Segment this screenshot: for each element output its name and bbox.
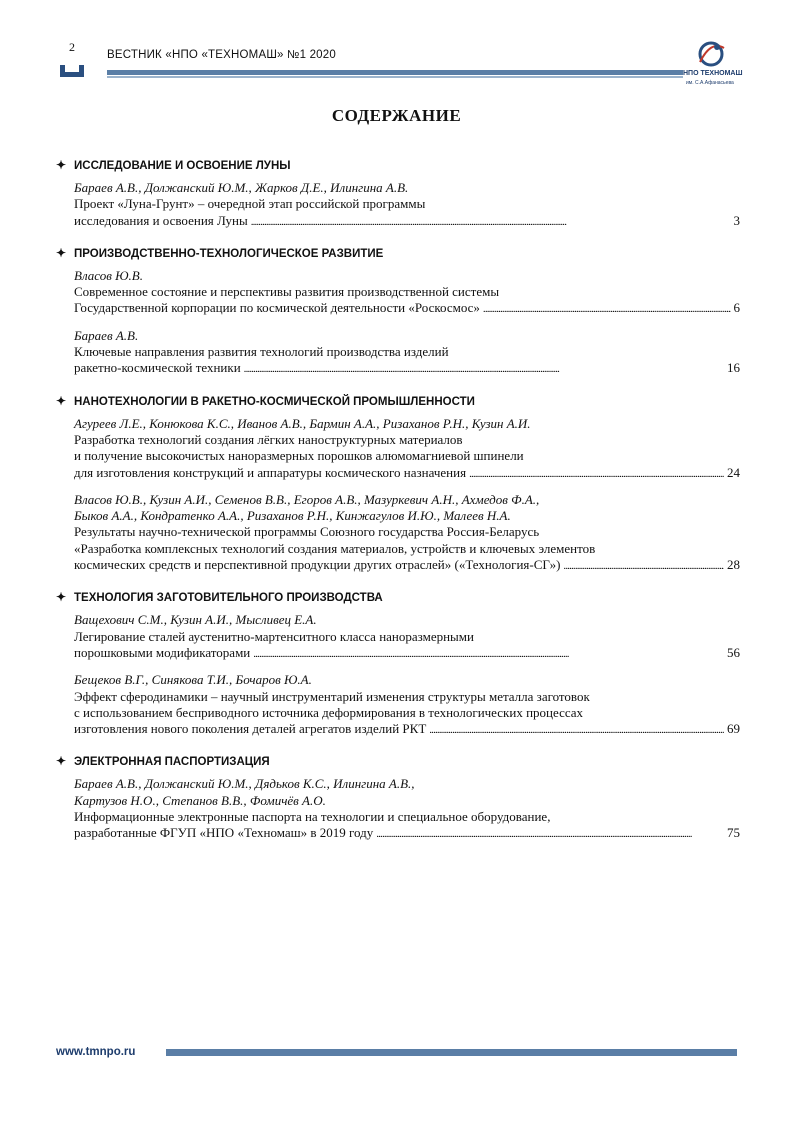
entry-title-line: Разработка технологий создания лёгких наноструктурных материалов [74, 431, 463, 447]
entry-authors: Бараев А.В., Должанский Ю.М., Жарков Д.Е., Илингина А.В. [74, 180, 409, 195]
page-ref[interactable]: 16 [727, 360, 740, 376]
entry-authors: Бараев А.В. [74, 327, 139, 343]
page-ref[interactable]: 69 [727, 721, 740, 737]
entry-last-line [74, 300, 740, 317]
entry-title-line: Эффект сферодинамики – научный инструментарий изменения структуры металла заготовок [74, 688, 590, 704]
dot-leader [563, 557, 724, 574]
entry-authors: Картузов Н.О., Степанов В.В., Фомичёв А.О. [74, 792, 326, 808]
toc-entry[interactable] [56, 180, 740, 230]
toc-section [56, 156, 740, 230]
toc-section [56, 392, 740, 575]
entry-authors: Ващехович С.М., Кузин А.И., Мысливец Е.А. [74, 612, 317, 628]
entry-title-line: ракетно-космической техники [74, 360, 241, 376]
toc-section [56, 752, 740, 842]
journal-mark-icon [59, 64, 85, 78]
section-heading [56, 392, 740, 410]
dot-leader [251, 213, 731, 230]
section-heading [56, 244, 740, 262]
dot-leader [253, 645, 724, 662]
entry-last-line [74, 360, 740, 377]
entry-last-line [74, 825, 740, 842]
toc-entry[interactable] [56, 776, 740, 842]
section-heading-text: ИССЛЕДОВАНИЕ И ОСВОЕНИЕ ЛУНЫ [74, 160, 291, 172]
star-bullet-icon: ✦ [56, 393, 67, 408]
entry-authors: Власов Ю.В. [74, 267, 143, 283]
entry-title-line: Ключевые направления развития технологий производства изделий [74, 344, 449, 360]
page-ref[interactable]: 75 [727, 825, 740, 841]
star-bullet-icon: ✦ [56, 590, 67, 605]
toc-entry[interactable] [56, 612, 740, 662]
entry-title-line: Современное состояние и перспективы развития производственной системы [74, 284, 500, 300]
section-heading [56, 752, 740, 770]
entry-title-line: для изготовления конструкций и аппаратуры космического назначения [74, 464, 467, 480]
table-of-contents [56, 156, 740, 857]
entry-title-line: исследования и освоения Луны [74, 212, 248, 228]
entry-last-line [74, 645, 740, 662]
entry-title-line: Проект «Луна-Грунт» – очередной этап российской программы [74, 196, 426, 212]
entry-title-line: изготовления нового поколения деталей агрегатов изделий РКТ [74, 721, 427, 737]
toc-entry[interactable] [56, 416, 740, 482]
star-bullet-icon: ✦ [56, 245, 67, 260]
toc-entry[interactable] [56, 328, 740, 378]
entry-title-line: Результаты научно-технической программы Союзного государства Россия-Беларусь [74, 524, 540, 540]
entry-title-line: разработанные ФГУП «НПО «Техномаш» в 2019 году [74, 825, 374, 841]
star-bullet-icon: ✦ [56, 158, 67, 172]
entry-authors: Бещеков В.Г., Синякова Т.И., Бочаров Ю.А. [74, 672, 312, 688]
entry-title-line: порошковыми модификаторами [74, 644, 251, 660]
entry-last-line [74, 721, 740, 738]
entry-title-line: с использованием беспривoдного источника деформирования в технологических процессах [74, 704, 584, 720]
toc-title: СОДЕРЖАНИЕ [331, 106, 462, 125]
entry-authors: Быков А.А., Кондратенко А.А., Ризаханов Р.Н., Кинжагулов И.Ю., Малеев Н.А. [74, 508, 511, 524]
toc-entry[interactable] [56, 492, 740, 574]
dot-leader [469, 465, 724, 482]
entry-last-line [74, 213, 740, 230]
toc-section [56, 244, 740, 378]
journal-title: ВЕСТНИК «НПО «ТЕХНОМАШ» №1 2020 [107, 49, 336, 61]
entry-authors: Бараев А.В., Должанский Ю.М., Дядьков К.С., Илингина А.В., [74, 776, 415, 792]
entry-title-line: Легирование сталей аустенитно-мартенситного класса наноразмерными [74, 628, 474, 644]
dot-leader [244, 360, 724, 377]
section-heading-text: ЭЛЕКТРОННАЯ ПАСПОРТИЗАЦИЯ [74, 756, 270, 769]
entry-authors: Агуреев Л.Е., Конюкова К.С., Иванов А.В., Бармин А.А., Ризаханов Р.Н., Кузин А.И. [74, 415, 531, 431]
page-ref[interactable]: 6 [733, 300, 740, 316]
page-ref[interactable]: 28 [727, 557, 740, 573]
footer-url[interactable]: www.tmnpo.ru [56, 1046, 136, 1058]
dot-leader [376, 825, 724, 842]
logo-text: НПО ТЕХНОМАШ [683, 70, 743, 77]
toc-entry[interactable] [56, 268, 740, 318]
entry-last-line [74, 557, 740, 574]
toc-section [56, 588, 740, 738]
section-heading-text: НАНОТЕХНОЛОГИИ В РАКЕТНО-КОСМИЧЕСКОЙ ПРОМЫШЛЕННОСТИ [74, 395, 475, 408]
section-heading-text: ТЕХНОЛОГИЯ ЗАГОТОВИТЕЛЬНОГО ПРОИЗВОДСТВА [74, 592, 383, 605]
toc-entry[interactable] [56, 672, 740, 738]
entry-title-line: и получение высокочистых наноразмерных порошков алюмомагниевой шпинели [74, 448, 524, 464]
entry-last-line [74, 465, 740, 482]
header-divider-thin [107, 76, 683, 78]
page-number: 2 [69, 40, 75, 54]
entry-authors: Власов Ю.В., Кузин А.И., Семенов В.В., Егоров А.В., Мазуркевич А.Н., Ахмедов Ф.А., [74, 491, 540, 507]
section-heading-text: ПРОИЗВОДСТВЕННО-ТЕХНОЛОГИЧЕСКОЕ РАЗВИТИЕ [74, 247, 384, 260]
star-bullet-icon: ✦ [56, 754, 67, 769]
entry-title-line: Информационные электронные паспорта на технологии и специальное оборудование, [74, 809, 551, 825]
entry-title-line: космических средств и перспективной продукции других отраслей» («Технология-СГ») [74, 557, 561, 573]
section-heading [56, 588, 740, 606]
page-ref[interactable]: 24 [727, 464, 740, 480]
entry-title-line: Государственной корпорации по космической деятельности «Роскосмос» [74, 300, 480, 316]
logo-subtext: им. С.А.Афанасьева [686, 80, 734, 86]
dot-leader [429, 721, 724, 738]
entry-title-line: «Разработка комплексных технологий создания материалов, устройств и ключевых элементов [74, 540, 596, 556]
footer-divider [166, 1049, 737, 1056]
page-ref[interactable]: 3 [733, 212, 740, 228]
section-heading [56, 156, 740, 174]
header-divider [107, 70, 683, 75]
dot-leader [483, 300, 731, 317]
page-ref[interactable]: 56 [727, 644, 740, 660]
